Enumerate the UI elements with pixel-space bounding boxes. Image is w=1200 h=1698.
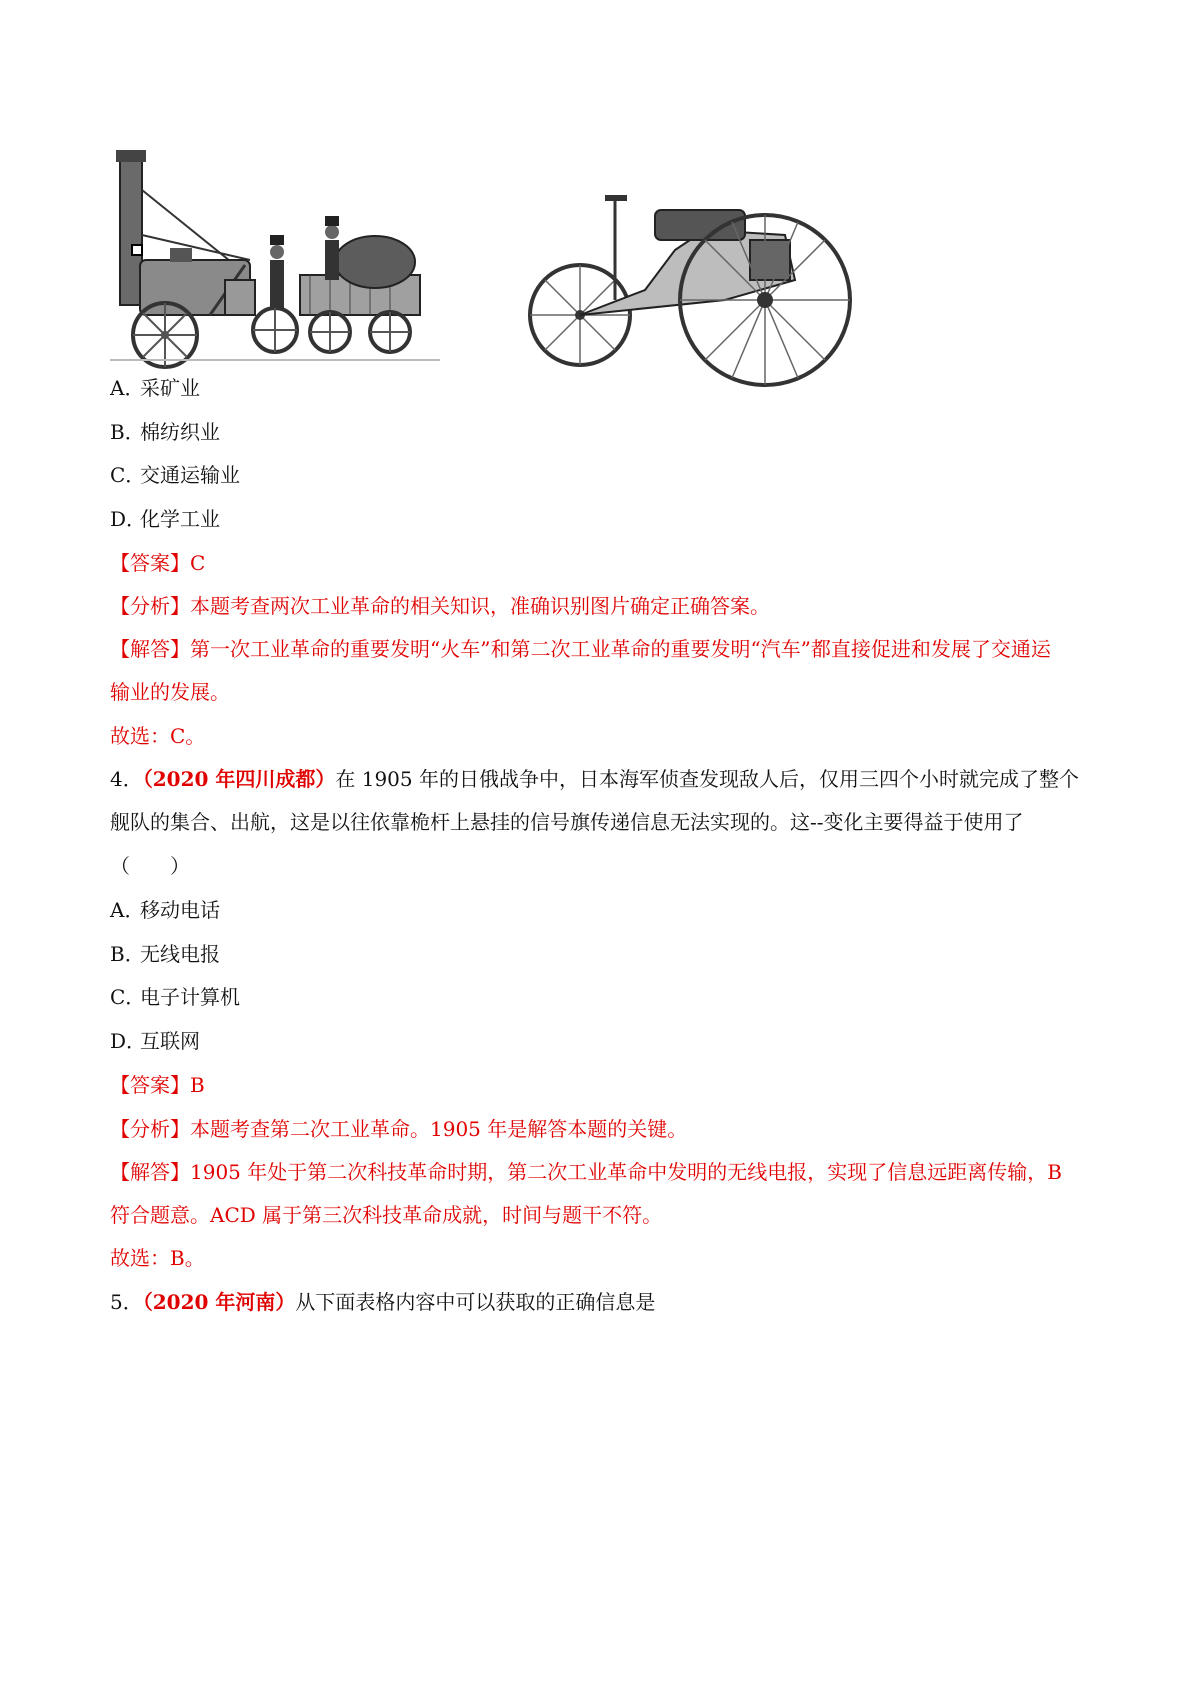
q4-solution-line1: 【解答】1905 年处于第二次科技革命时期，第二次工业革命中发明的无线电报，实现了信息远距离传输，B <box>110 1160 1062 1184</box>
q4-option-a: A．移动电话 <box>110 898 220 922</box>
option-text: 无线电报 <box>140 942 220 966</box>
q3-analysis: 【分析】本题考查两次工业革命的相关知识，准确识别图片确定正确答案。 <box>110 594 770 618</box>
q4-option-d: D．互联网 <box>110 1029 200 1053</box>
q3-choice: 故选：C。 <box>110 724 206 748</box>
q3-option-d: D．化学工业 <box>110 507 220 531</box>
q3-answer: 【答案】C <box>110 551 206 575</box>
q3-solution-line2: 输业的发展。 <box>110 680 230 704</box>
option-text: 棉纺织业 <box>140 420 220 444</box>
q4-solution-line2: 符合题意。ACD 属于第三次科技革命成就，时间与题干不符。 <box>110 1203 663 1227</box>
q4-paren: （ ） <box>110 854 190 878</box>
q3-option-b: B．棉纺织业 <box>110 420 220 444</box>
q3-option-c: C．交通运输业 <box>110 463 240 487</box>
q4-choice: 故选：B。 <box>110 1246 205 1270</box>
q5-stem: 5．（2020 年河南）从下面表格内容中可以获取的正确信息是 <box>110 1290 656 1314</box>
q4-option-c: C．电子计算机 <box>110 985 240 1009</box>
q4-stem-line2: 舰队的集合、出航，这是以往依靠桅杆上悬挂的信号旗传递信息无法实现的。这--变化主要得益于使用了 <box>110 810 1024 834</box>
q5-source: （2020 年河南） <box>142 1290 296 1314</box>
q4-option-b: B．无线电报 <box>110 942 220 966</box>
option-text: 交通运输业 <box>140 463 240 487</box>
q3-option-a: A．采矿业 <box>110 376 200 400</box>
option-text: 电子计算机 <box>140 985 240 1009</box>
option-text: 互联网 <box>140 1029 200 1053</box>
q3-solution-line1: 【解答】第一次工业革命的重要发明“火车”和第二次工业革命的重要发明“汽车”都直接促进和发展了交通运 <box>110 637 1051 661</box>
option-text: 采矿业 <box>140 376 200 400</box>
q4-stem-line1: 4．（2020 年四川成都）在 1905 年的日俄战争中，日本海军侦查发现敌人后，仅用三四个小时就完成了整个 <box>110 767 1079 791</box>
option-text: 移动电话 <box>140 898 220 922</box>
q4-source: （2020 年四川成都） <box>142 767 336 791</box>
benz-motorwagen-illustration <box>525 190 865 390</box>
figure-row <box>110 150 870 390</box>
q4-analysis: 【分析】本题考查第二次工业革命。1905 年是解答本题的关键。 <box>110 1117 688 1141</box>
q4-answer: 【答案】B <box>110 1073 205 1097</box>
steam-locomotive-illustration <box>110 150 460 380</box>
option-text: 化学工业 <box>140 507 220 531</box>
